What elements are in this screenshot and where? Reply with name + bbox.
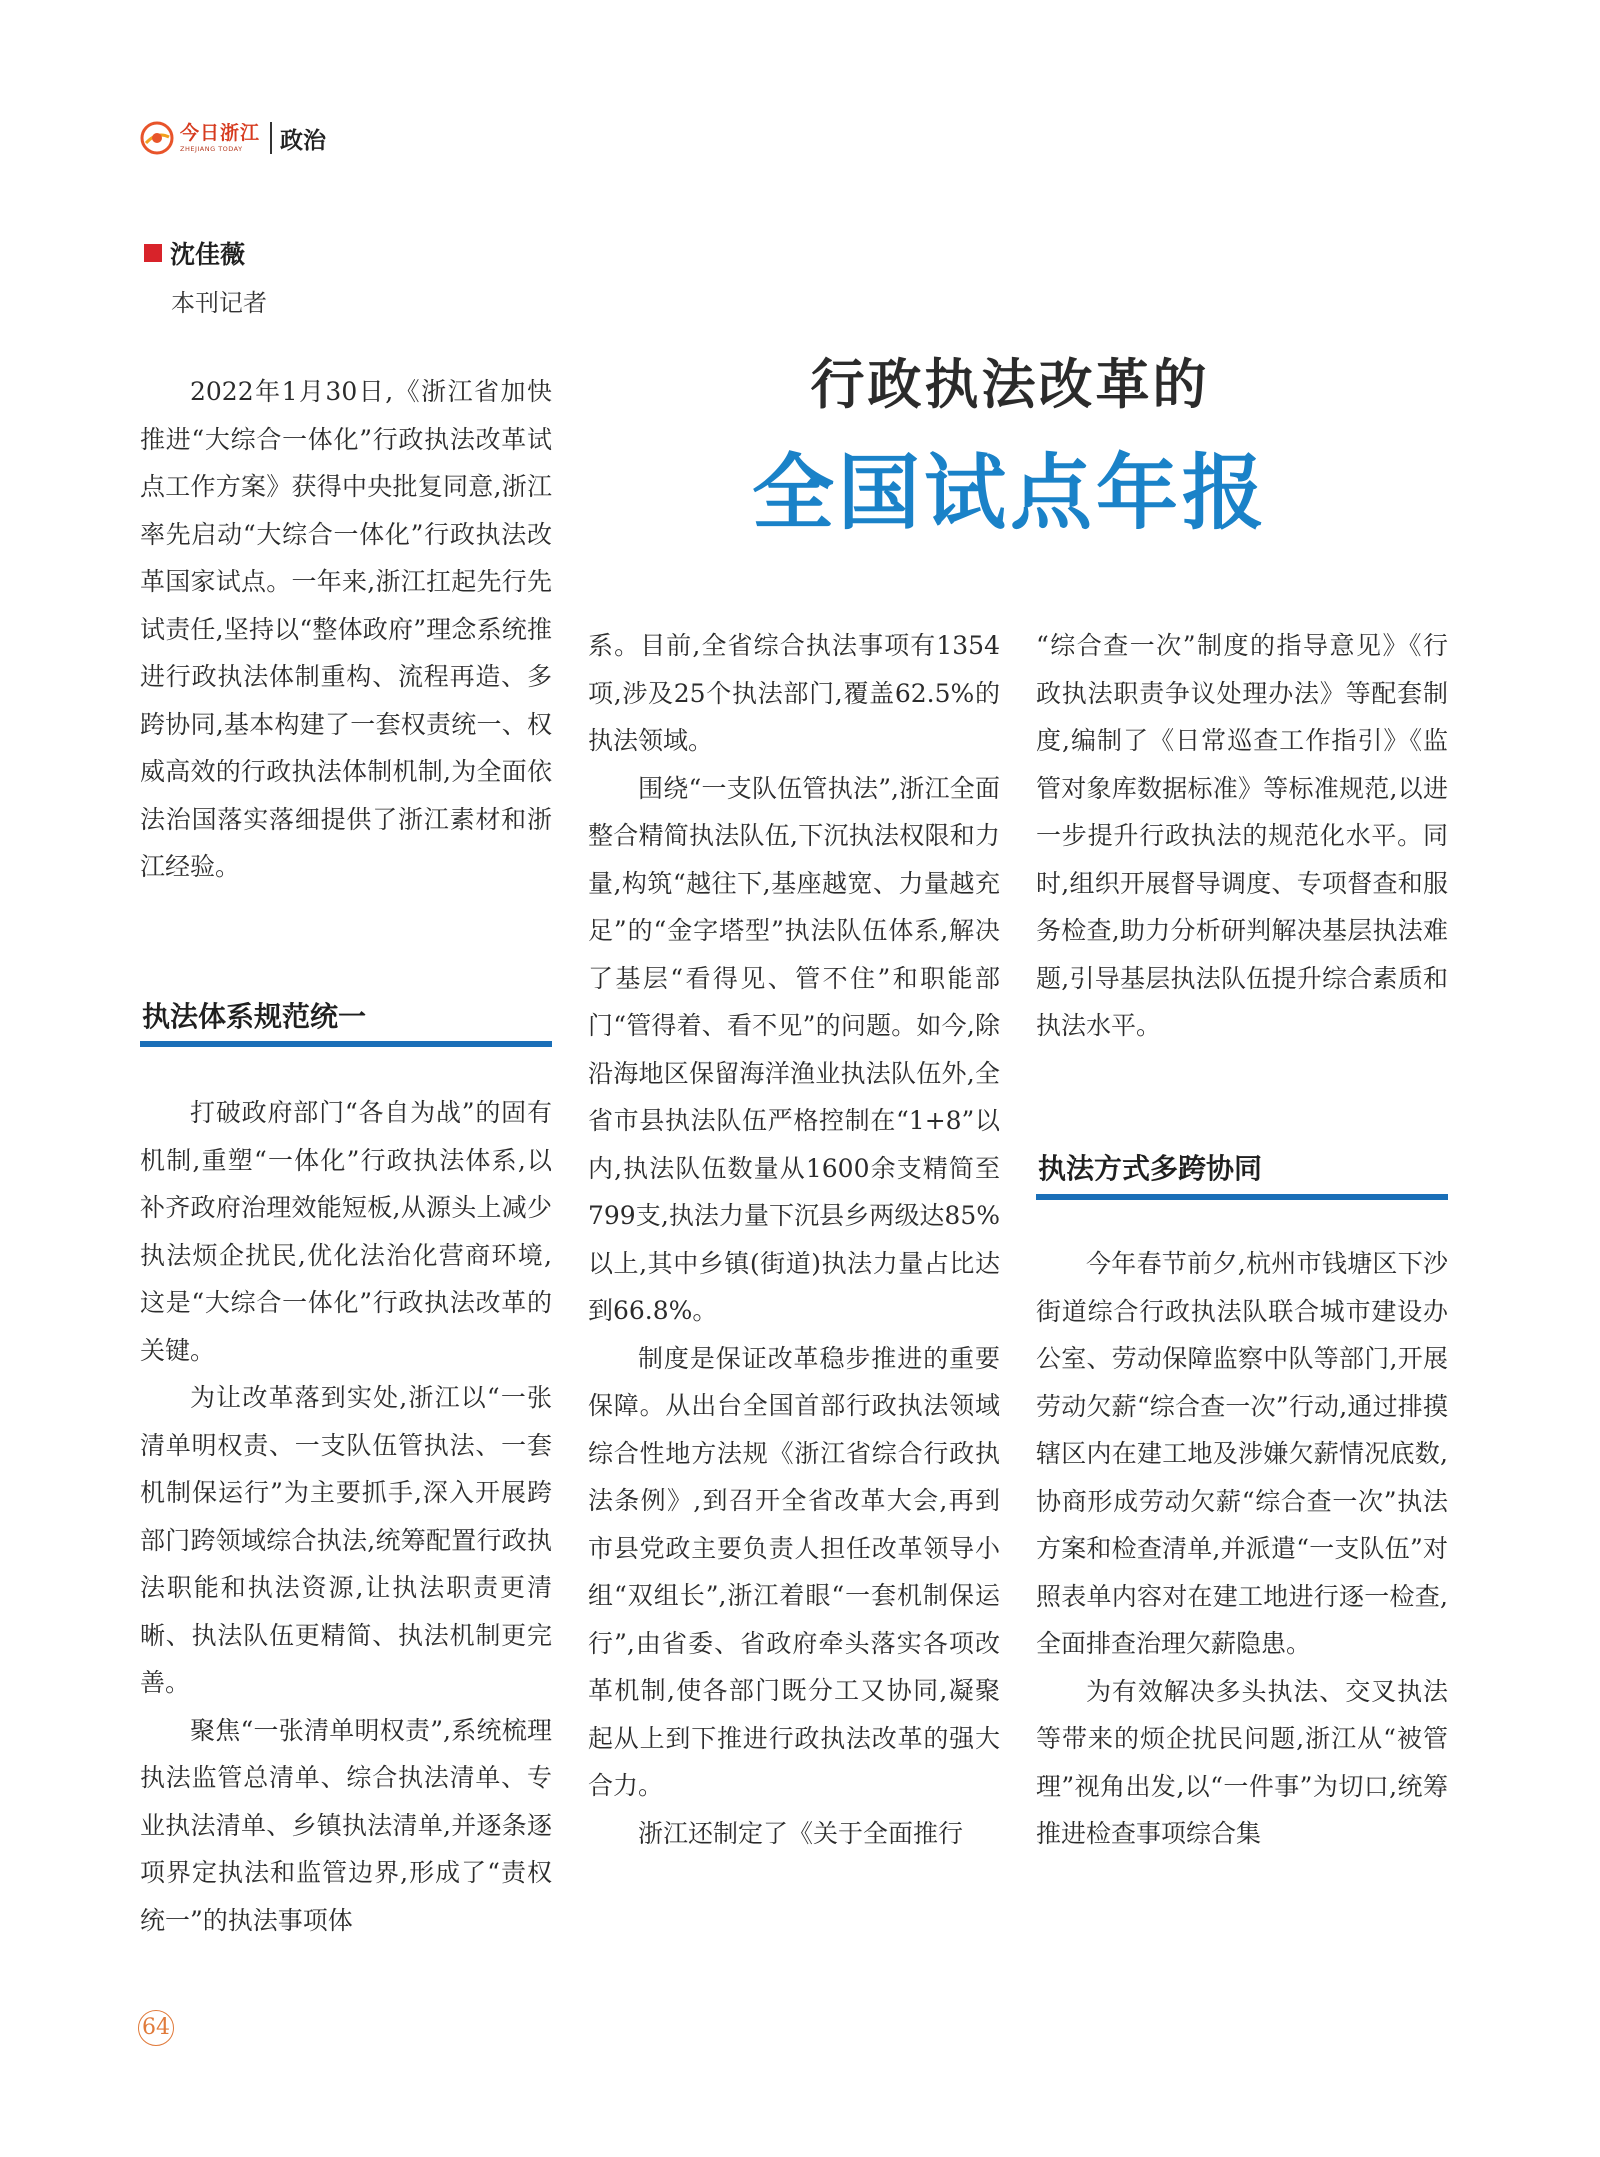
paragraph: 今年春节前夕,杭州市钱塘区下沙街道综合行政执法队联合城市建设办公室、劳动保障监察中队等部门,开展劳动欠薪“综合查一次”行动,通过排摸辖区内在建工地及涉嫌欠薪情况底数,协商形成劳动欠薪“综合查一次”执法方案和检查清单,并派遣“一支队伍”对照表单内容对在建工地进行逐一检查,全面排查治理欠薪隐患。 <box>1036 1249 1448 1658</box>
author-name: 沈佳薇 <box>170 240 246 269</box>
intro-paragraph: 2022年1月30日,《浙江省加快推进“大综合一体化”行政执法改革试点工作方案》获得中央批复同意,浙江率先启动“大综合一体化”行政执法改革国家试点。一年来,浙江扛起先行先试责任,坚持以“整体政府”理念系统推进行政执法体制重构、流程再造、多跨协同,基本构建了一套权责统一、权威高效的行政执法体制机制,为全面依法治国落实落细提供了浙江素材和浙江经验。 <box>140 377 552 881</box>
byline <box>144 235 245 271</box>
column-3-body <box>1036 1240 1448 1858</box>
logo-cn: 今日浙江 <box>180 121 261 144</box>
author-role: 本刊记者 <box>171 289 267 317</box>
masthead <box>140 116 326 160</box>
section-heading-1: 执法体系规范统一 <box>142 1000 367 1033</box>
section-heading-1-rule <box>140 1041 552 1047</box>
section-heading-2-rule <box>1036 1194 1448 1200</box>
paragraph: 聚焦“一张清单明权责”,系统梳理执法监管总清单、综合执法清单、专业执法清单、乡镇执法清单,并逐条逐项界定执法和监管边界,形成了“责权统一”的执法事项体 <box>140 1715 552 1935</box>
paragraph: 为有效解决多头执法、交叉执法等带来的烦企扰民问题,浙江从“被管理”视角出发,以“一件事”为切口,统筹推进检查事项综合集 <box>1036 1676 1448 1848</box>
byline-marker <box>144 244 162 262</box>
article-title-line2: 全国试点年报 <box>751 446 1268 541</box>
intro-paragraph-block <box>140 368 552 891</box>
masthead-divider <box>270 122 272 154</box>
logo-en: ZHEJIANG TODAY <box>180 144 243 153</box>
article-title-line1: 行政执法改革的 <box>810 352 1210 416</box>
paragraph: 围绕“一支队伍管执法”,浙江全面整合精简执法队伍,下沉执法权限和力量,构筑“越往下,基座越宽、力量越充足”的“金字塔型”执法队伍体系,解决了基层“看得见、管不住”和职能部门“管得着、看不见”的问题。如今,除沿海地区保留海洋渔业执法队伍外,全省市县执法队伍严格控制在“1+8”以内,执法队伍数量从1600余支精简至799支,执法力量下沉县乡两级达85%以上,其中乡镇(街道)执法力量占比达到66.8%。 <box>588 773 1000 1325</box>
paragraph: 打破政府部门“各自为战”的固有机制,重塑“一体化”行政执法体系,以补齐政府治理效能短板,从源头上减少执法烦企扰民,优化法治化营商环境,这是“大综合一体化”行政执法改革的关键。 <box>140 1098 552 1365</box>
paragraph: 制度是保证改革稳步推进的重要保障。从出台全国首部行政执法领域综合性地方法规《浙江省综合行政执法条例》,到召开全省改革大会,再到市县党政主要负责人担任改革领导小组“双组长”,浙江着眼“一套机制保运行”,由省委、省政府牵头落实各项改革机制,使各部门既分工又协同,凝聚起从上到下推进行政执法改革的强大合力。 <box>588 1343 1000 1800</box>
section-heading-2: 执法方式多跨协同 <box>1038 1152 1263 1185</box>
zhejiang-today-logo-icon <box>140 121 174 155</box>
column-1-body <box>140 1089 552 1944</box>
column-2-body <box>588 622 1000 1857</box>
page-number: 64 <box>138 2010 174 2046</box>
paragraph: 为让改革落到实处,浙江以“一张清单明权责、一支队伍管执法、一套机制保运行”为主要抓手,深入开展跨部门跨领域综合执法,统筹配置行政执法职能和执法资源,让执法职责更清晰、执法队伍更精简、执法机制更完善。 <box>140 1383 552 1697</box>
paragraph: 系。目前,全省综合执法事项有1354项,涉及25个执法部门,覆盖62.5%的执法领域。 <box>588 631 1000 755</box>
paragraph: 浙江还制定了《关于全面推行 <box>638 1818 964 1848</box>
column-3-body-top <box>1036 622 1448 1050</box>
logo-wordmark <box>180 121 261 153</box>
section-label: 政治 <box>280 127 327 154</box>
paragraph: “综合查一次”制度的指导意见》《行政执法职责争议处理办法》等配套制度,编制了《日常巡查工作指引》《监管对象库数据标准》等标准规范,以进一步提升行政执法的规范化水平。同时,组织开展督导调度、专项督查和服务检查,助力分析研判解决基层执法难题,引导基层执法队伍提升综合素质和执法水平。 <box>1036 631 1448 1040</box>
